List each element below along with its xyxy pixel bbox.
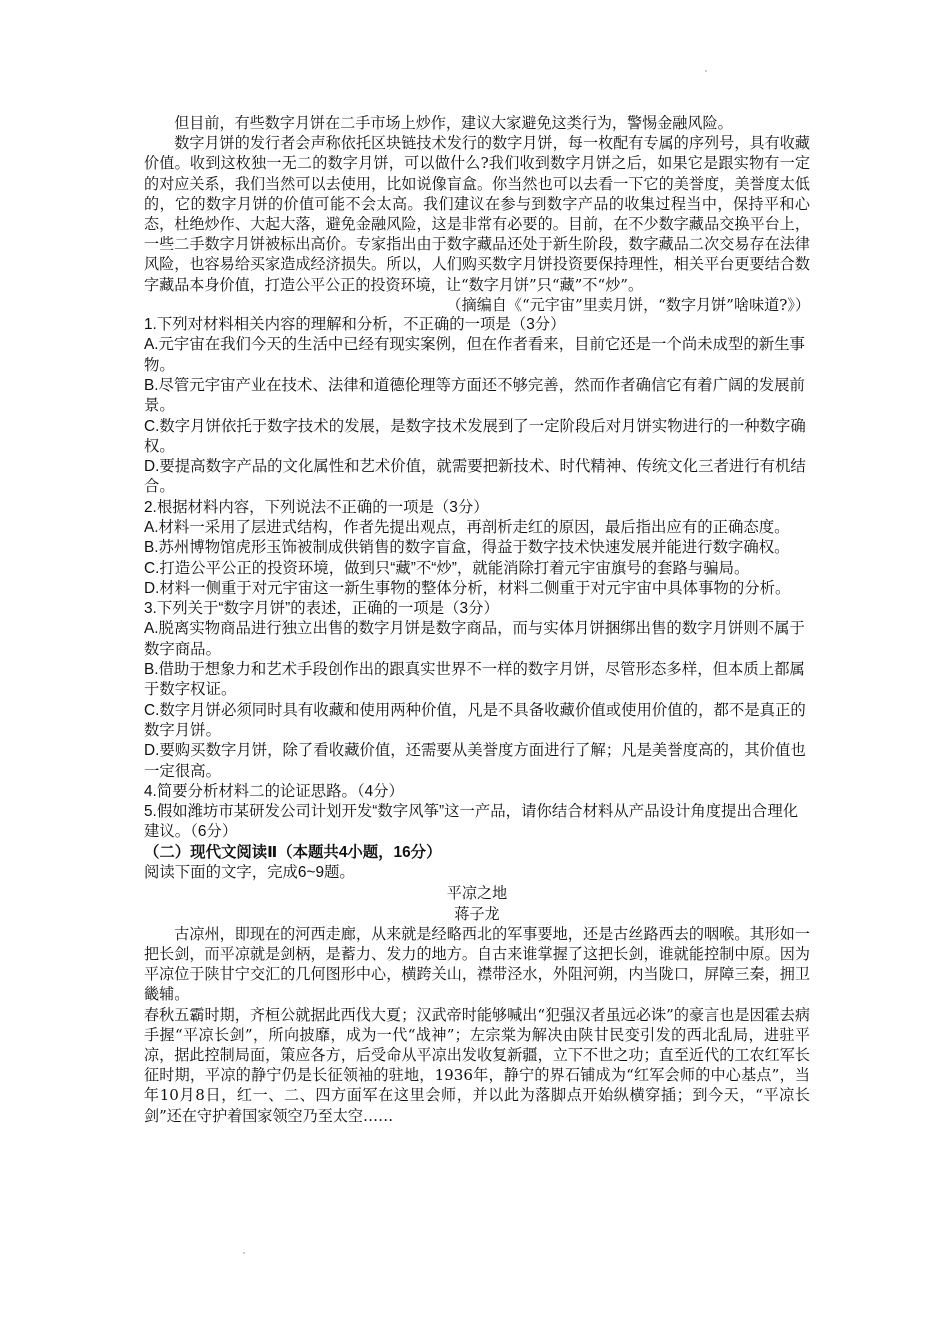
option-b: B.借助于想象力和艺术手段创作出的跟真实世界不一样的数字月饼，尽管形态多样，但本质上都属于数字权证。 (144, 661, 805, 699)
passage-paragraph: 但目前，有些数字月饼在二手市场上炒作，建议大家避免这类行为，警惕金融风险。 (174, 114, 733, 132)
option-c: C.数字月饼必须同时具有收藏和使用两种价值，凡是不具备收藏价值或使用价值的，都不是真正的数字月饼。 (144, 701, 806, 739)
scan-speck (705, 70, 707, 72)
option-a: A.脱离实物商品进行独立出售的数字月饼是数字商品，而与实体月饼捆绑出售的数字月饼则不属于数字商品。 (144, 620, 805, 658)
passage-paragraph: 数字月饼的发行者会声称依托区块链技术发行的数字月饼，每一枚配有专属的序列号，具有收藏价值。收到这枚独一无二的数字月饼，可以做什么?我们收到数字月饼之后，如果它是跟实物有一定的对应关系，我们当然可以去使用，比如说像盲盒。你当然也可以去看一下它的美誉度，美誉度太低的，它的数字月饼的价值可能不会太高。我们建议在参与到数字产品的收集过程当中，保持平和心态，杜绝炒作、大起大落，避免金融风险，这是非常有必要的。目前，在不少数字藏品交换平台上，一些二手数字月饼被标出高价。专家指出由于数字藏品还处于新生阶段，数字藏品二次交易存在法律风险，也容易给买家造成经济损失。所以，人们购买数字月饼投资要保持理性，相关平台更要结合数字藏品本身价值，打造公平公正的投资环境，让“数字月饼”只“藏”不“炒”。 (144, 134, 810, 294)
article-paragraph: 春秋五霸时期，齐桓公就据此西伐大夏；汉武帝时能够喊出“犯强汉者虽远必诛”的豪言也是因霍去病手握“平凉长剑”，所向披靡，成为一代“战神”；左宗棠为解决由陕甘民变引发的西北乱局，进驻平凉，据此控制局面，策应各方，后受命从平凉出发收复新疆，立下不世之功；直至近代的工农红军长征时期，平凉的静宁仍是长征领袖的驻地，1936年，静宁的界石铺成为“红军会师的中心基点”，当年10月8日，红一、二、四方面军在这里会师，并以此为落脚点开始纵横穿插；到今天，“平凉长剑”还在守护着国家领空乃至太空…… (144, 1005, 810, 1125)
question-1 (144, 315, 810, 498)
option-a: A.元宇宙在我们今天的生活中已经有现实案例，但在作者看来，目前它还是一个尚未成型的新生事物。 (144, 336, 805, 374)
page-content (144, 113, 810, 1126)
passage-material-2 (144, 113, 810, 315)
question-list (144, 315, 810, 883)
option-d: D.材料一侧重于对元宇宙这一新生事物的整体分析，材料二侧重于对元宇宙中具体事物的分析。 (144, 579, 791, 597)
question-stem: 2.根据材料内容，下列说法不正确的一项是（3分） (144, 498, 489, 516)
question-5: 5.假如潍坊市某研发公司计划开发“数字风筝”这一产品，请你结合材料从产品设计角度提出合理化建议。（6分） (144, 803, 799, 841)
section-instruction: 阅读下面的文字，完成6~9题。 (144, 864, 355, 882)
scan-speck (243, 1252, 245, 1254)
section-heading: （二）现代文阅读Ⅱ（本题共4小题，16分） (144, 843, 442, 861)
passage-pingliang (144, 883, 810, 1125)
article-author: 蒋子龙 (454, 904, 500, 923)
option-d: D.要提高数字产品的文化属性和艺术价值，就需要把新技术、时代精神、传统文化三者进行有机结合。 (144, 458, 806, 496)
option-a: A.材料一采用了层进式结构，作者先提出观点，再剖析走红的原因，最后指出应有的正确态度。 (144, 519, 790, 536)
question-stem: 3.下列关于“数字月饼”的表述，正确的一项是（3分） (144, 600, 499, 618)
question-4: 4.简要分析材料二的论证思路。（4分） (144, 782, 404, 800)
option-d: D.要购买数字月饼，除了看收藏价值，还需要从美誉度方面进行了解；凡是美誉度高的，其价值也一定很高。 (144, 742, 806, 780)
option-b: B.苏州博物馆虎形玉饰被制成供销售的数字盲盒，得益于数字技术快速发展并能进行数字确权。 (144, 539, 790, 557)
option-c: C.打造公平公正的投资环境，做到只“藏”不“炒”，就能消除打着元宇宙旗号的套路与骗局。 (144, 559, 750, 577)
question-2 (144, 498, 810, 599)
question-3 (144, 599, 810, 782)
option-b: B.尽管元宇宙产业在技术、法律和道德伦理等方面还不够完善，然而作者确信它有着广阔的发展前景。 (144, 376, 805, 415)
article-paragraph: 古凉州，即现在的河西走廊，从来就是经略西北的军事要地，还是古丝路西去的咽喉。其形如一把长剑，而平凉就是剑柄，是蓄力、发力的地方。自古来谁掌握了这把长剑，谁就能控制中原。因为平凉位于陕甘宁交汇的几何图形中心，横跨关山，襟带泾水，外阻河朔，内当陇口，屏障三秦，拥卫畿辅。 (144, 924, 810, 1004)
question-stem: 1.下列对材料相关内容的理解和分析，不正确的一项是（3分） (144, 316, 566, 334)
option-c: C.数字月饼依托于数字技术的发展，是数字技术发展到了一定阶段后对月饼实物进行的一种数字确权。 (144, 417, 806, 455)
article-title: 平凉之地 (446, 884, 508, 903)
passage-source: （摘编自《“元宇宙”里卖月饼，“数字月饼”啥味道?》） (446, 295, 810, 314)
